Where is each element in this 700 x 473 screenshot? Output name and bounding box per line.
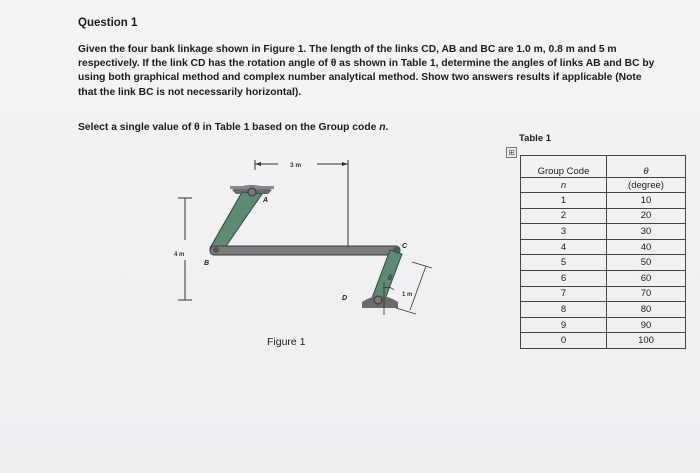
cell-n: 4: [521, 239, 607, 255]
cell-theta: 90: [607, 317, 686, 333]
cell-theta: 60: [607, 270, 686, 286]
table-row: [521, 317, 686, 333]
table-move-handle-icon[interactable]: ⊞: [506, 147, 517, 158]
question-title: Question 1: [78, 17, 138, 29]
pin-d: [374, 296, 382, 304]
cell-n: 5: [521, 255, 607, 271]
table-row: [521, 239, 686, 255]
table-row: [521, 333, 686, 349]
header-group-code-sub: n: [521, 178, 607, 193]
cell-theta: 30: [607, 224, 686, 240]
cell-n: 9: [521, 317, 607, 333]
dim-label-4m: 4 m: [174, 252, 185, 258]
table-row: [521, 224, 686, 240]
label-d: D: [342, 295, 348, 302]
cell-theta: 50: [607, 255, 686, 271]
cell-theta: 20: [607, 208, 686, 224]
figure-caption: Figure 1: [267, 336, 306, 348]
header-theta: θ: [607, 156, 686, 178]
label-a: A: [263, 197, 269, 204]
cell-theta: 40: [607, 239, 686, 255]
cell-n: 8: [521, 302, 607, 318]
table-row: [521, 255, 686, 271]
cell-n: 6: [521, 270, 607, 286]
table-caption: Table 1: [519, 133, 552, 144]
label-c: C: [402, 243, 408, 250]
select-text: Select a single value of θ in Table 1 based on the Group code: [78, 122, 380, 133]
link-bc: [210, 246, 400, 255]
dim-label-3m: 3 m: [290, 162, 302, 169]
cell-theta: 80: [607, 302, 686, 318]
cell-n: 2: [521, 208, 607, 224]
label-b: B: [204, 260, 210, 267]
question-select-line: [78, 122, 388, 133]
header-theta-sub: (degree): [607, 178, 686, 193]
cell-theta: 70: [607, 286, 686, 302]
dim-label-1m: 1 m: [402, 292, 413, 298]
cell-n: 7: [521, 286, 607, 302]
cell-theta: 100: [607, 333, 686, 349]
cell-n: 1: [521, 193, 607, 209]
cell-n: 0: [521, 333, 607, 349]
table-row: [521, 270, 686, 286]
group-code-table: [520, 155, 686, 349]
dim-arrow-right: [342, 162, 348, 166]
question-body: Given the four bank linkage shown in Figure 1. The length of the links CD, AB and BC are 1.0 m, 0.8 m and 5 m respectively. If the link CD has the rotation angle of θ as shown in Table 1, determine the angles of links AB and BC by using both graphical method and complex number analytical method. Show two answers results if applicable (Note that the link BC is not necessarily horizontal).: [78, 44, 655, 98]
table-row: [521, 286, 686, 302]
dim-cd-line: [410, 266, 426, 310]
link-cd: [372, 250, 402, 302]
pin-b: [213, 247, 219, 253]
table-row: [521, 302, 686, 318]
select-suffix: .: [385, 122, 389, 133]
cell-theta: 10: [607, 193, 686, 209]
pin-a: [248, 188, 256, 196]
header-group-code: Group Code: [521, 156, 607, 178]
dim-cd-tick-bottom: [396, 308, 416, 314]
select-variable: n: [379, 122, 386, 133]
label-theta: θ: [388, 275, 392, 282]
four-bar-linkage-figure: [170, 150, 450, 330]
dim-cd-tick-top: [412, 262, 432, 268]
dim-arrow-left: [255, 162, 261, 166]
table-row: [521, 208, 686, 224]
table-row: [521, 193, 686, 209]
link-ab: [210, 192, 262, 252]
cell-n: 3: [521, 224, 607, 240]
